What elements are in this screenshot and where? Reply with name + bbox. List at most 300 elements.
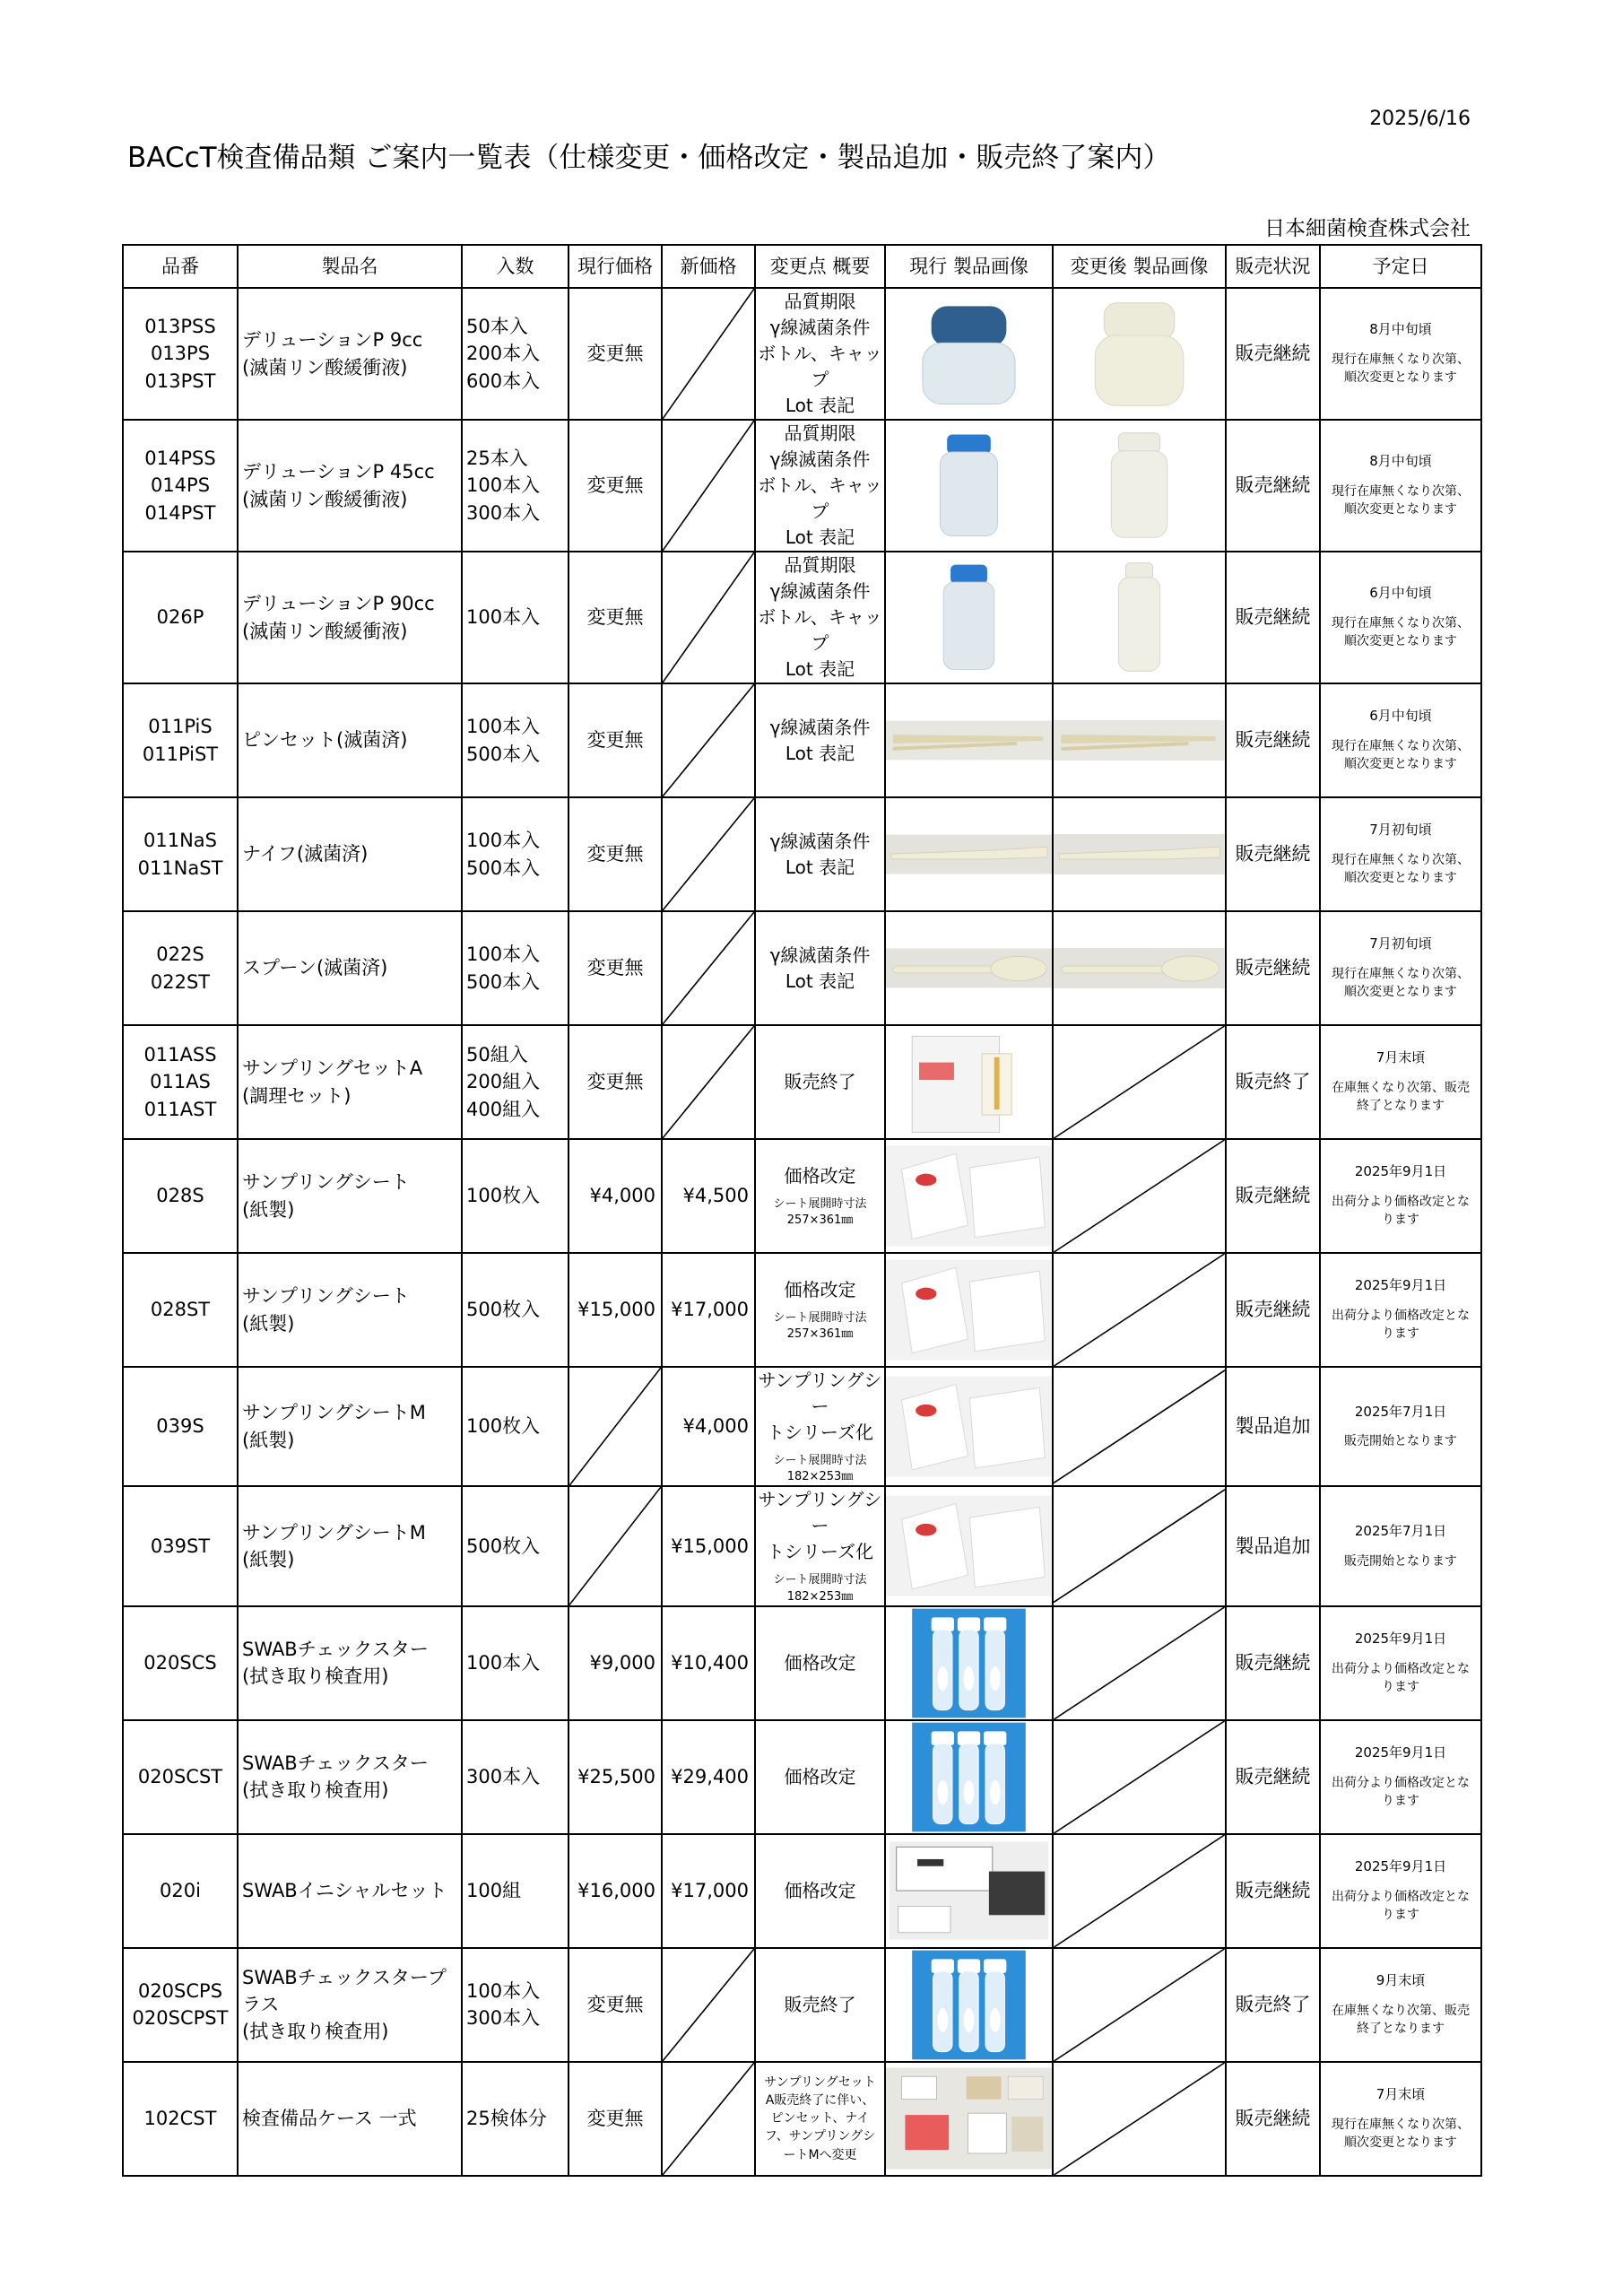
product-name bbox=[238, 1948, 462, 2062]
column-header: 現行価格 bbox=[568, 245, 662, 288]
product-code-line: 013PSS bbox=[144, 315, 216, 337]
current-product-image bbox=[885, 1834, 1053, 1948]
sales-status: 販売継続 bbox=[1226, 797, 1320, 911]
quantity bbox=[462, 288, 568, 420]
product-name-line: サンプリングセットA bbox=[242, 1057, 423, 1080]
empty-image bbox=[1054, 1487, 1225, 1605]
change-summary bbox=[755, 911, 885, 1025]
diagonal-slash-icon bbox=[663, 2063, 754, 2175]
product-code-line: 011NaS bbox=[143, 830, 217, 852]
change-line: サンプリングシー bbox=[758, 1489, 882, 1537]
sales-status: 販売継続 bbox=[1226, 911, 1320, 1025]
change-line: サンプリングシー bbox=[758, 1370, 882, 1417]
sales-status: 販売継続 bbox=[1226, 1720, 1320, 1834]
product-code bbox=[123, 420, 238, 552]
schedule-note: 現行在庫無くなり次第、順次変更となります bbox=[1332, 967, 1470, 1000]
product-name bbox=[238, 1367, 462, 1486]
column-header: 販売状況 bbox=[1226, 245, 1320, 288]
current-price: 変更無 bbox=[568, 552, 662, 683]
change-summary bbox=[755, 683, 885, 797]
product-name-line: デリューションP 90cc bbox=[242, 593, 435, 615]
product-code-line: 013PS bbox=[150, 343, 211, 365]
product-code bbox=[123, 1139, 238, 1253]
new-product-image bbox=[1053, 1720, 1226, 1834]
quantity-line: 100枚入 bbox=[466, 1415, 541, 1438]
new-price bbox=[662, 288, 755, 420]
tall-bottle-white-cap-icon bbox=[1054, 552, 1225, 683]
change-summary bbox=[755, 288, 885, 420]
schedule bbox=[1320, 1367, 1481, 1486]
diagonal-slash-icon bbox=[663, 684, 754, 796]
schedule-note: 出荷分より価格改定となります bbox=[1332, 1661, 1470, 1695]
sheet-dimension-line: シート展開時寸法 bbox=[773, 1454, 867, 1467]
table-row bbox=[123, 1720, 1481, 1834]
change-line: 販売終了 bbox=[784, 1071, 856, 1092]
new-price bbox=[662, 1948, 755, 2062]
quantity bbox=[462, 1720, 568, 1834]
table-row bbox=[123, 1253, 1481, 1367]
schedule bbox=[1320, 1139, 1481, 1253]
table-row bbox=[123, 288, 1481, 420]
schedule-date: 2025年9月1日 bbox=[1354, 1631, 1447, 1648]
product-code-line: 014PSS bbox=[144, 447, 216, 469]
change-line: 価格改定 bbox=[784, 1164, 856, 1187]
change-line: Lot 表記 bbox=[785, 395, 855, 416]
quantity bbox=[462, 1606, 568, 1720]
product-code bbox=[123, 1720, 238, 1834]
product-name-line: SWABチェックスター bbox=[242, 1638, 429, 1660]
schedule-date: 7月末頃 bbox=[1376, 2086, 1426, 2103]
schedule-date: 8月中旬頃 bbox=[1369, 321, 1432, 338]
current-product-image bbox=[885, 288, 1053, 420]
product-name bbox=[238, 2062, 462, 2176]
case-kit-icon bbox=[886, 2063, 1052, 2175]
product-name bbox=[238, 1139, 462, 1253]
column-header: 現行 製品画像 bbox=[885, 245, 1053, 288]
current-price: 変更無 bbox=[568, 420, 662, 552]
sales-status: 販売継続 bbox=[1226, 1139, 1320, 1253]
new-product-image bbox=[1053, 2062, 1226, 2176]
spoon-icon bbox=[1054, 912, 1225, 1024]
quantity-line: 300本入 bbox=[466, 1766, 541, 1788]
schedule-note: 現行在庫無くなり次第、順次変更となります bbox=[1332, 484, 1470, 517]
new-price: ¥17,000 bbox=[662, 1253, 755, 1367]
product-name-line: SWABチェックスタープラス bbox=[242, 1966, 447, 2016]
schedule-note: 販売開始となります bbox=[1344, 1553, 1457, 1569]
quantity-line: 100枚入 bbox=[466, 1185, 541, 1207]
quantity-line: 500本入 bbox=[466, 970, 541, 993]
quantity-line: 500枚入 bbox=[466, 1535, 541, 1557]
quantity-line: 100本入 bbox=[466, 1979, 541, 2002]
current-product-image bbox=[885, 683, 1053, 797]
schedule bbox=[1320, 1948, 1481, 2062]
change-line: 販売終了 bbox=[784, 1993, 856, 2015]
change-summary bbox=[755, 1486, 885, 1605]
product-code bbox=[123, 1486, 238, 1605]
quantity-line: 300本入 bbox=[466, 501, 541, 524]
quantity-line: 25検体分 bbox=[466, 2108, 547, 2130]
knife-icon bbox=[1054, 798, 1225, 910]
change-line: トシリーズ化 bbox=[767, 1541, 873, 1563]
quantity bbox=[462, 1139, 568, 1253]
product-code-line: 014PST bbox=[144, 501, 216, 524]
swab-tubes-icon bbox=[886, 1607, 1052, 1719]
current-price: 変更無 bbox=[568, 797, 662, 911]
quantity bbox=[462, 1253, 568, 1367]
current-product-image bbox=[885, 1486, 1053, 1605]
quantity bbox=[462, 1025, 568, 1139]
product-code-line: 022ST bbox=[150, 970, 211, 993]
issue-date: 2025/6/16 bbox=[1369, 108, 1471, 130]
table-row bbox=[123, 911, 1481, 1025]
schedule bbox=[1320, 911, 1481, 1025]
diagonal-slash-icon bbox=[663, 912, 754, 1024]
product-code-line: 039ST bbox=[150, 1535, 211, 1557]
empty-image bbox=[1054, 2063, 1225, 2175]
product-name bbox=[238, 683, 462, 797]
current-product-image bbox=[885, 1253, 1053, 1367]
change-line: ボトル、キャップ bbox=[758, 474, 882, 522]
current-price bbox=[568, 1367, 662, 1486]
schedule bbox=[1320, 1834, 1481, 1948]
quantity-line: 100本入 bbox=[466, 606, 541, 629]
schedule-note: 出荷分より価格改定となります bbox=[1332, 1775, 1470, 1809]
quantity-line: 100本入 bbox=[466, 944, 541, 966]
quantity bbox=[462, 797, 568, 911]
product-code-line: 022S bbox=[156, 944, 204, 966]
product-code bbox=[123, 1834, 238, 1948]
product-name-line: 検査備品ケース 一式 bbox=[242, 2108, 417, 2130]
new-product-image bbox=[1053, 1253, 1226, 1367]
schedule bbox=[1320, 797, 1481, 911]
change-line: トシリーズ化 bbox=[767, 1422, 873, 1443]
sheet-dimension-line: 182×253㎜ bbox=[786, 1589, 854, 1604]
sheet-dimension-line: 257×361㎜ bbox=[786, 1327, 854, 1341]
schedule bbox=[1320, 420, 1481, 552]
table-header-row bbox=[123, 245, 1481, 288]
new-product-image bbox=[1053, 1139, 1226, 1253]
sheet-dimension-line: シート展開時寸法 bbox=[773, 1310, 867, 1325]
sales-status: 販売継続 bbox=[1226, 288, 1320, 420]
sheet-dimension-note bbox=[756, 1310, 884, 1343]
product-name-line: (紙製) bbox=[242, 1429, 295, 1451]
empty-image bbox=[1054, 1835, 1225, 1947]
quantity bbox=[462, 1948, 568, 2062]
change-summary bbox=[755, 1253, 885, 1367]
change-line: 価格改定 bbox=[784, 1651, 856, 1674]
product-name-line: SWABイニシャルセット bbox=[242, 1880, 447, 1902]
quantity-line: 100本入 bbox=[466, 474, 541, 497]
product-code-line: 013PST bbox=[144, 370, 216, 392]
column-header: 予定日 bbox=[1320, 245, 1481, 288]
diagonal-slash-icon bbox=[663, 421, 754, 551]
new-price: ¥10,400 bbox=[662, 1606, 755, 1720]
schedule-note: 出荷分より価格改定となります bbox=[1332, 1195, 1470, 1228]
current-product-image bbox=[885, 1367, 1053, 1486]
sales-status: 製品追加 bbox=[1226, 1367, 1320, 1486]
new-product-image bbox=[1053, 1606, 1226, 1720]
schedule bbox=[1320, 1486, 1481, 1605]
new-price: ¥4,500 bbox=[662, 1139, 755, 1253]
empty-image bbox=[1054, 1140, 1225, 1252]
product-name bbox=[238, 1606, 462, 1720]
schedule-date: 2025年9月1日 bbox=[1354, 1277, 1447, 1294]
product-code-line: 011AS bbox=[150, 1071, 211, 1093]
swab-tubes-icon bbox=[886, 1721, 1052, 1833]
diagonal-slash-icon bbox=[663, 552, 754, 683]
product-code-line: 020i bbox=[160, 1880, 201, 1902]
change-summary bbox=[755, 552, 885, 683]
tweezers-icon bbox=[1054, 684, 1225, 796]
product-code-line: 011NaST bbox=[137, 857, 223, 879]
product-name bbox=[238, 420, 462, 552]
sales-status: 販売継続 bbox=[1226, 1606, 1320, 1720]
diagonal-slash-icon bbox=[569, 1487, 661, 1605]
column-header: 新価格 bbox=[662, 245, 755, 288]
quantity-line: 200本入 bbox=[466, 343, 541, 365]
current-price bbox=[568, 1486, 662, 1605]
product-code-line: 028ST bbox=[150, 1299, 211, 1321]
quantity-line: 100本入 bbox=[466, 1652, 541, 1674]
empty-image bbox=[1054, 1026, 1225, 1138]
current-price: ¥9,000 bbox=[568, 1606, 662, 1720]
quantity-line: 500本入 bbox=[466, 857, 541, 879]
change-line: 品質期限 bbox=[784, 422, 856, 444]
schedule-note: 現行在庫無くなり次第、順次変更となります bbox=[1332, 739, 1470, 772]
product-code-line: 014PS bbox=[150, 474, 211, 497]
schedule-date: 2025年9月1日 bbox=[1354, 1858, 1447, 1875]
change-line: γ線滅菌条件 bbox=[769, 317, 871, 338]
change-line: γ線滅菌条件 bbox=[769, 944, 871, 966]
product-name-line: (拭き取り検査用) bbox=[242, 1665, 389, 1688]
tall-bottle-blue-cap-icon bbox=[886, 552, 1052, 683]
small-jar-blue-cap-icon bbox=[886, 289, 1052, 419]
empty-image bbox=[1054, 1254, 1225, 1366]
change-summary bbox=[755, 797, 885, 911]
sales-status: 販売終了 bbox=[1226, 1025, 1320, 1139]
current-price: ¥4,000 bbox=[568, 1139, 662, 1253]
change-summary bbox=[755, 1834, 885, 1948]
quantity bbox=[462, 420, 568, 552]
quantity-line: 600本入 bbox=[466, 370, 541, 392]
sheet-dimension-line: シート展開時寸法 bbox=[773, 1573, 867, 1587]
current-product-image bbox=[885, 1948, 1053, 2062]
current-product-image bbox=[885, 1606, 1053, 1720]
sales-status: 販売継続 bbox=[1226, 1834, 1320, 1948]
product-name-line: (紙製) bbox=[242, 1198, 295, 1221]
sampling-sheet-icon bbox=[886, 1140, 1052, 1252]
change-line: Lot 表記 bbox=[785, 856, 855, 878]
sales-status: 販売継続 bbox=[1226, 683, 1320, 797]
new-product-image bbox=[1053, 683, 1226, 797]
change-summary bbox=[755, 1139, 885, 1253]
product-name bbox=[238, 1253, 462, 1367]
product-code-line: 011PiST bbox=[142, 743, 219, 765]
change-summary bbox=[755, 1025, 885, 1139]
schedule-note: 現行在庫無くなり次第、順次変更となります bbox=[1332, 616, 1470, 649]
product-name bbox=[238, 797, 462, 911]
diagonal-slash-icon bbox=[663, 289, 754, 419]
new-price: ¥17,000 bbox=[662, 1834, 755, 1948]
new-product-image bbox=[1053, 288, 1226, 420]
current-price: ¥25,500 bbox=[568, 1720, 662, 1834]
small-jar-white-cap-icon bbox=[1054, 289, 1225, 419]
current-price: ¥15,000 bbox=[568, 1253, 662, 1367]
table-row bbox=[123, 2062, 1481, 2176]
new-price bbox=[662, 420, 755, 552]
schedule-note: 在庫無くなり次第、販売終了となります bbox=[1332, 1081, 1470, 1114]
product-code bbox=[123, 1367, 238, 1486]
quantity-line: 25本入 bbox=[466, 447, 528, 469]
product-name bbox=[238, 1486, 462, 1605]
current-product-image bbox=[885, 1720, 1053, 1834]
sheet-dimension-line: シート展開時寸法 bbox=[773, 1196, 867, 1211]
current-product-image bbox=[885, 797, 1053, 911]
change-line: Lot 表記 bbox=[785, 970, 855, 992]
quantity-line: 100本入 bbox=[466, 716, 541, 738]
sheet-dimension-line: 257×361㎜ bbox=[786, 1213, 854, 1227]
change-summary bbox=[755, 2062, 885, 2176]
change-line: サンプリングセットA販売終了に伴い、ピンセット、ナイフ、サンプリングシートMへ変更 bbox=[764, 2074, 876, 2162]
sales-status: 販売継続 bbox=[1226, 552, 1320, 683]
change-line: γ線滅菌条件 bbox=[769, 830, 871, 852]
change-line: 品質期限 bbox=[784, 291, 856, 312]
current-price: ¥16,000 bbox=[568, 1834, 662, 1948]
new-product-image bbox=[1053, 1486, 1226, 1605]
product-name-line: (紙製) bbox=[242, 1312, 295, 1335]
quantity bbox=[462, 1486, 568, 1605]
table-row bbox=[123, 1606, 1481, 1720]
page-title: BACcT検査備品類 ご案内一覧表（仕様変更・価格改定・製品追加・販売終了案内） bbox=[127, 142, 1171, 174]
spoon-icon bbox=[886, 912, 1052, 1024]
new-price bbox=[662, 2062, 755, 2176]
product-code bbox=[123, 1948, 238, 2062]
sampling-sheet-icon bbox=[886, 1487, 1052, 1605]
product-name-line: デリューションP 45cc bbox=[242, 461, 435, 483]
new-price: ¥15,000 bbox=[662, 1486, 755, 1605]
new-product-image bbox=[1053, 552, 1226, 683]
new-price bbox=[662, 1025, 755, 1139]
quantity-line: 100本入 bbox=[466, 830, 541, 852]
new-product-image bbox=[1053, 1025, 1226, 1139]
product-name-line: サンプリングシートM bbox=[242, 1402, 426, 1424]
current-product-image bbox=[885, 2062, 1053, 2176]
change-line: Lot 表記 bbox=[785, 742, 855, 764]
product-code-line: 102CST bbox=[143, 2108, 217, 2130]
table-row bbox=[123, 1948, 1481, 2062]
new-product-image bbox=[1053, 1367, 1226, 1486]
quantity bbox=[462, 1367, 568, 1486]
new-price bbox=[662, 797, 755, 911]
change-line: ボトル、キャップ bbox=[758, 606, 882, 654]
column-header: 変更後 製品画像 bbox=[1053, 245, 1226, 288]
quantity bbox=[462, 552, 568, 683]
initial-set-box-icon bbox=[886, 1835, 1052, 1947]
product-name-line: (滅菌リン酸緩衝液) bbox=[242, 488, 408, 510]
product-name bbox=[238, 552, 462, 683]
schedule-date: 9月末頃 bbox=[1376, 1972, 1426, 1989]
current-product-image bbox=[885, 911, 1053, 1025]
change-line: γ線滅菌条件 bbox=[769, 448, 871, 470]
change-summary bbox=[755, 1720, 885, 1834]
diagonal-slash-icon bbox=[569, 1368, 661, 1485]
table-row bbox=[123, 683, 1481, 797]
quantity-line: 500枚入 bbox=[466, 1299, 541, 1321]
schedule-date: 8月中旬頃 bbox=[1369, 453, 1432, 470]
sheet-dimension-line: 182×253㎜ bbox=[786, 1470, 854, 1484]
product-code bbox=[123, 2062, 238, 2176]
product-code bbox=[123, 683, 238, 797]
product-code-line: 028S bbox=[156, 1185, 204, 1207]
product-table bbox=[122, 244, 1482, 2177]
table-row bbox=[123, 1486, 1481, 1605]
product-name bbox=[238, 1834, 462, 1948]
new-price bbox=[662, 552, 755, 683]
product-name-line: (紙製) bbox=[242, 1549, 295, 1571]
product-code bbox=[123, 288, 238, 420]
quantity bbox=[462, 2062, 568, 2176]
sales-status: 販売継続 bbox=[1226, 420, 1320, 552]
change-summary bbox=[755, 420, 885, 552]
product-name bbox=[238, 911, 462, 1025]
sheet-dimension-note bbox=[756, 1572, 884, 1605]
sampling-set-icon bbox=[886, 1026, 1052, 1138]
product-name-line: (拭き取り検査用) bbox=[242, 1779, 389, 1802]
product-name-line: SWABチェックスター bbox=[242, 1752, 429, 1774]
product-name bbox=[238, 1025, 462, 1139]
table-row bbox=[123, 1139, 1481, 1253]
product-code bbox=[123, 552, 238, 683]
quantity-line: 300本入 bbox=[466, 2007, 541, 2030]
quantity bbox=[462, 1834, 568, 1948]
new-price bbox=[662, 911, 755, 1025]
schedule bbox=[1320, 1606, 1481, 1720]
table-row bbox=[123, 797, 1481, 911]
schedule-date: 6月中旬頃 bbox=[1369, 708, 1432, 725]
sheet-dimension-note bbox=[756, 1196, 884, 1229]
table-row bbox=[123, 420, 1481, 552]
sales-status: 販売継続 bbox=[1226, 1253, 1320, 1367]
table-row bbox=[123, 1025, 1481, 1139]
quantity-line: 100組 bbox=[466, 1880, 522, 1902]
current-price: 変更無 bbox=[568, 2062, 662, 2176]
schedule-date: 7月初旬頃 bbox=[1369, 822, 1432, 839]
product-code-line: 020SCST bbox=[137, 1766, 223, 1788]
schedule-date: 6月中旬頃 bbox=[1369, 585, 1432, 602]
sampling-sheet-icon bbox=[886, 1368, 1052, 1485]
table-row bbox=[123, 552, 1481, 683]
schedule-date: 7月初旬頃 bbox=[1369, 935, 1432, 952]
current-price: 変更無 bbox=[568, 288, 662, 420]
current-product-image bbox=[885, 420, 1053, 552]
product-code-line: 011ASS bbox=[143, 1043, 217, 1065]
change-summary bbox=[755, 1948, 885, 2062]
knife-icon bbox=[886, 798, 1052, 910]
quantity-line: 50組入 bbox=[466, 1043, 528, 1065]
product-name-line: サンプリングシート bbox=[242, 1171, 410, 1194]
product-name-line: サンプリングシートM bbox=[242, 1521, 426, 1544]
schedule bbox=[1320, 1720, 1481, 1834]
quantity bbox=[462, 683, 568, 797]
product-code-line: 011PiS bbox=[148, 716, 213, 738]
change-line: γ線滅菌条件 bbox=[769, 580, 871, 602]
schedule-note: 現行在庫無くなり次第、順次変更となります bbox=[1332, 352, 1470, 386]
column-header: 品番 bbox=[123, 245, 238, 288]
empty-image bbox=[1054, 1368, 1225, 1485]
column-header: 製品名 bbox=[238, 245, 462, 288]
schedule bbox=[1320, 683, 1481, 797]
tweezers-icon bbox=[886, 684, 1052, 796]
